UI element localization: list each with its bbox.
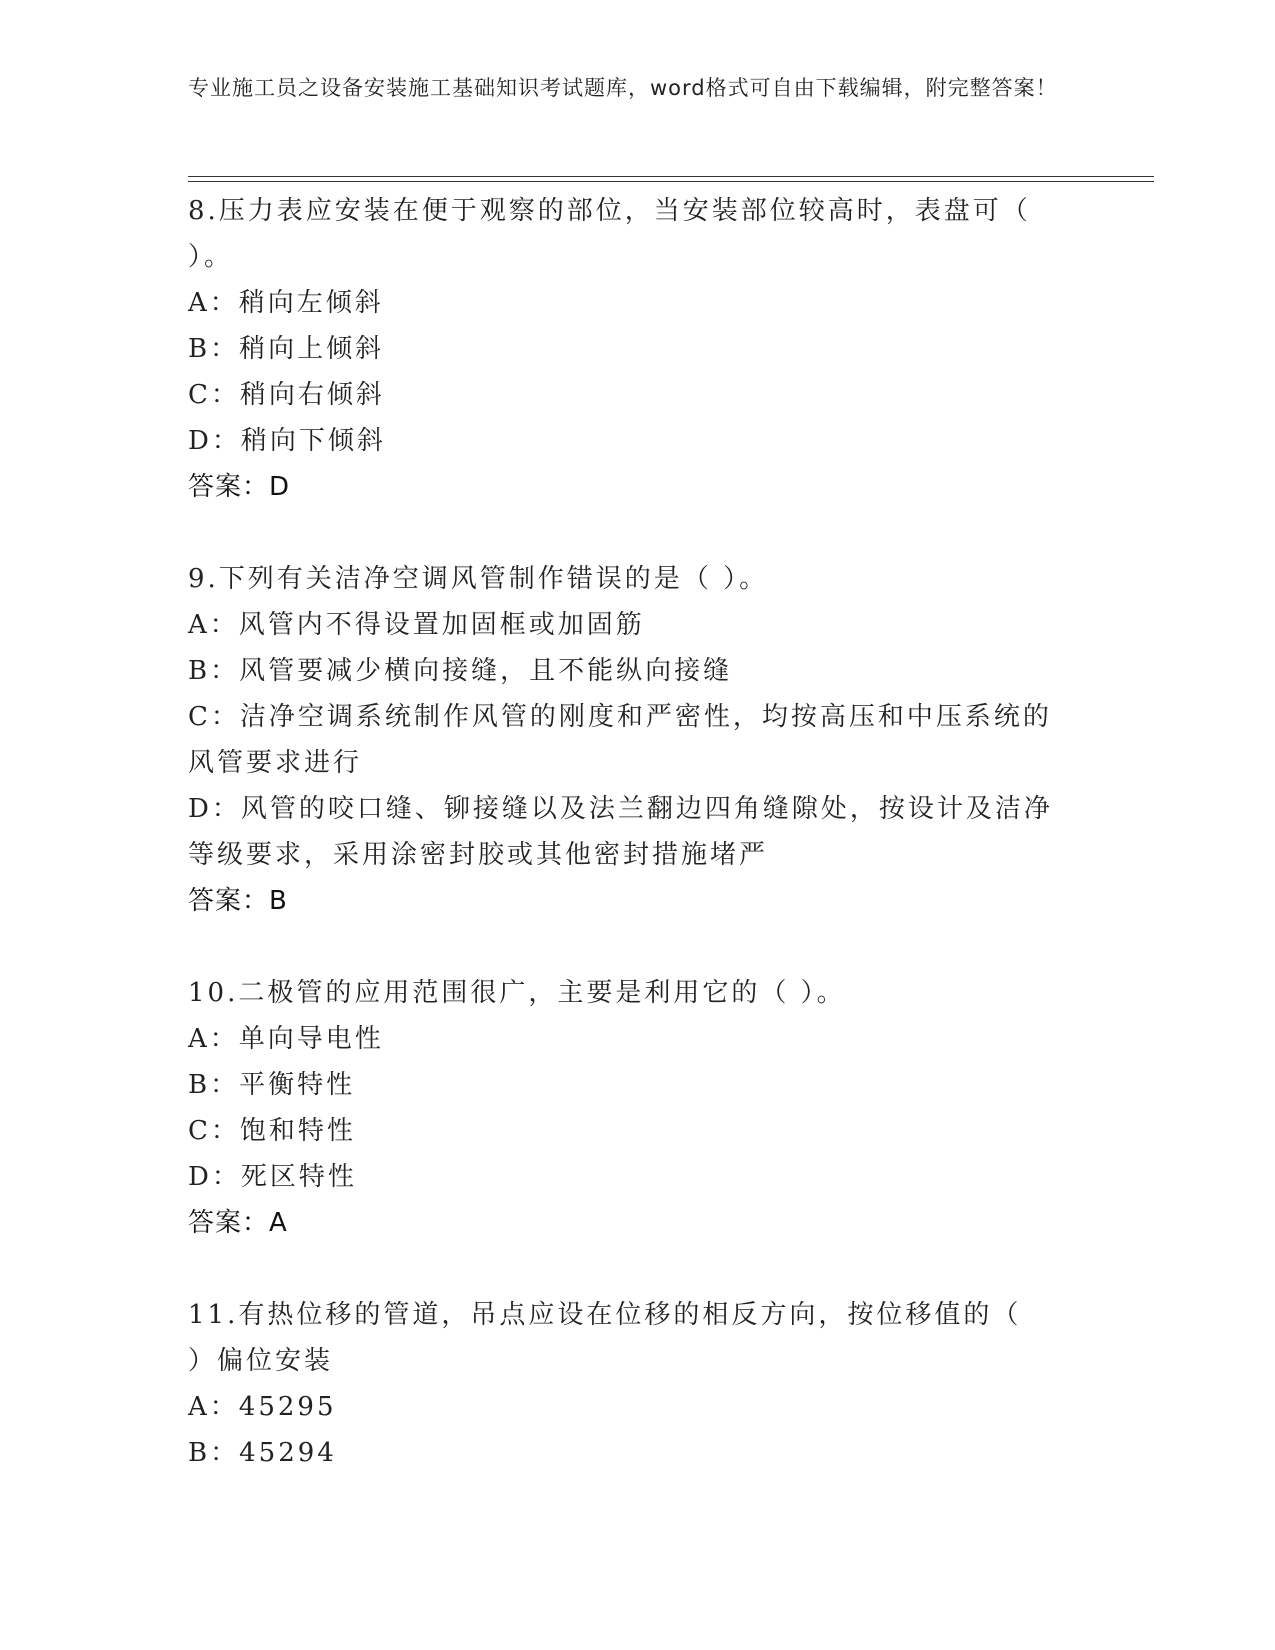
question-9 [188, 556, 1088, 924]
question-10 [188, 970, 1088, 1246]
question-stem: 9.下列有关洁净空调风管制作错误的是（ ）。 [188, 564, 769, 594]
answer: 答案：A [188, 1208, 288, 1238]
question-8 [188, 188, 1088, 510]
answer: 答案：B [188, 886, 288, 916]
option-b: B：稍向上倾斜 [188, 334, 385, 364]
option-b: B：风管要减少横向接缝，且不能纵向接缝 [188, 656, 733, 686]
option-d: D：风管的咬口缝、铆接缝以及法兰翻边四角缝隙处，按设计及洁净等级要求，采用涂密封胶或其他密封措施堵严 [188, 794, 1053, 870]
question-stem: 8.压力表应安装在便于观察的部位，当安装部位较高时，表盘可（ ）。 [188, 196, 1031, 272]
option-a: A：45295 [188, 1392, 337, 1422]
header-divider-top [188, 176, 1154, 177]
answer: 答案：D [188, 472, 291, 502]
option-a: A：单向导电性 [188, 1024, 384, 1054]
document-header: 专业施工员之设备安装施工基础知识考试题库，word格式可自由下载编辑，附完整答案！ [188, 76, 1058, 100]
option-c: C：稍向右倾斜 [188, 380, 385, 410]
question-list [188, 188, 1088, 1476]
option-d: D：稍向下倾斜 [188, 426, 386, 456]
spacer [188, 924, 1088, 970]
spacer [188, 1246, 1088, 1292]
question-11 [188, 1292, 1088, 1476]
option-c: C：饱和特性 [188, 1116, 356, 1146]
option-b: B：45294 [188, 1438, 337, 1468]
option-d: D：死区特性 [188, 1162, 357, 1192]
option-c: C：洁净空调系统制作风管的刚度和严密性，均按高压和中压系统的风管要求进行 [188, 702, 1052, 778]
question-stem: 10.二极管的应用范围很广，主要是利用它的（ ）。 [188, 978, 846, 1008]
spacer [188, 510, 1088, 556]
header-divider-bottom [188, 181, 1154, 182]
option-a: A：风管内不得设置加固框或加固筋 [188, 610, 645, 640]
option-a: A：稍向左倾斜 [188, 288, 384, 318]
option-b: B：平衡特性 [188, 1070, 356, 1100]
question-stem: 11.有热位移的管道，吊点应设在位移的相反方向，按位移值的（ ）偏位安装 [188, 1300, 1022, 1376]
